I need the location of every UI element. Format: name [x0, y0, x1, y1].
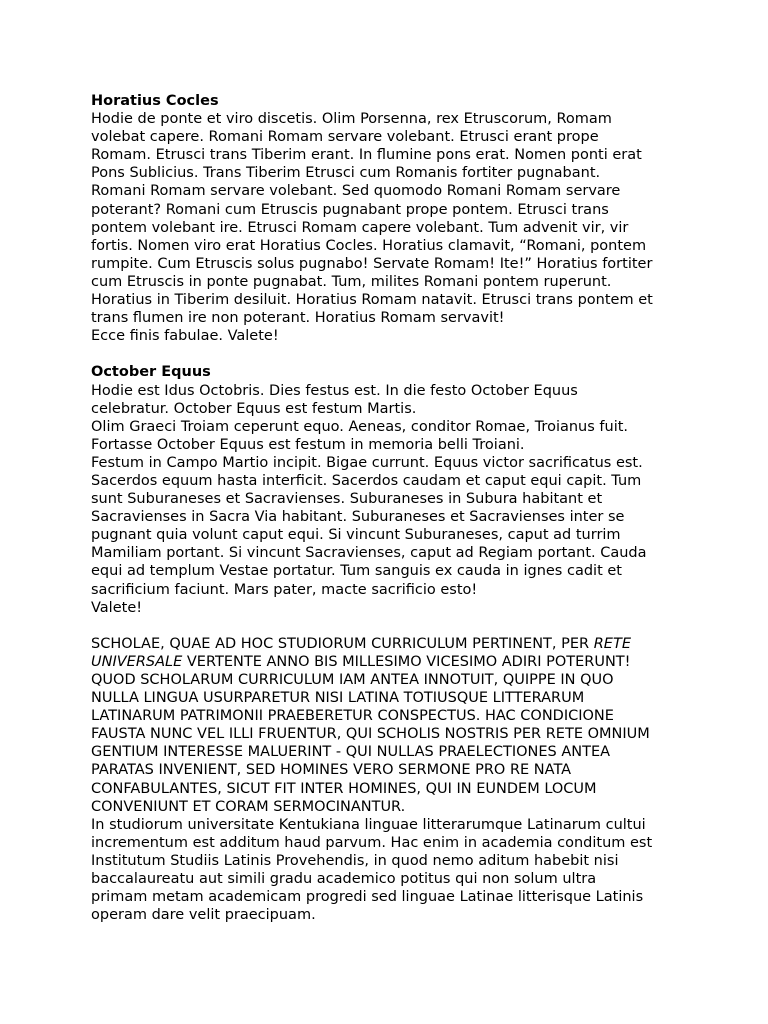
text-line: celebratur. October Equus est festum Martis.: [91, 400, 417, 417]
text-line: incrementum est additum haud parvum. Hac enim in academia conditum est: [91, 834, 653, 851]
text-line: volebat capere. Romani Romam servare volebant. Etrusci erant prope: [91, 129, 599, 146]
notice-line: CONFABULANTES, SICUT FIT INTER HOMINES, QUI IN EUNDEM LOCUM: [91, 780, 597, 797]
text-line: rumpite. Cum Etruscis solus pugnabo! Servate Romam! Ite!” Horatius fortiter: [91, 255, 653, 272]
text-line: Romani Romam servare volebant. Sed quomodo Romani Romam servare: [91, 183, 621, 200]
section-title: October Equus: [91, 364, 211, 381]
text-line: Mamiliam portant. Si vincunt Sacravienses, caput ad Regiam portant. Cauda: [91, 545, 647, 562]
text-line: Romam. Etrusci trans Tiberim erant. In flumine pons erat. Nomen ponti erat: [91, 147, 642, 164]
document-page: [91, 92, 691, 924]
notice-line: QUOD SCHOLARUM CURRICULUM IAM ANTEA INNOTUIT, QUIPPE IN QUO: [91, 672, 614, 688]
text-line: Pons Sublicius. Trans Tiberim Etrusci cum Romanis fortiter pugnabant.: [91, 165, 601, 182]
text-line: Hodie est Idus Octobris. Dies festus est. In die festo October Equus: [91, 382, 578, 399]
text-line: sacrificium faciunt. Mars pater, macte sacrificio esto!: [91, 581, 478, 598]
notice-line: [91, 653, 691, 671]
text-line: In studiorum universitate Kentukiana linguae litterarumque Latinarum cultui: [91, 816, 646, 833]
text-line: Festum in Campo Martio incipit. Bigae currunt. Equus victor sacrificatus est.: [91, 454, 643, 471]
notice-line: NULLA LINGUA USURPARETUR NISI LATINA TOTIUSQUE LITTERARUM: [91, 690, 585, 707]
notice-line: PARATAS INVENIENT, SED HOMINES VERO SERMONE PRO RE NATA: [91, 762, 572, 779]
notice-text: SCHOLAE, QUAE AD HOC STUDIORUM CURRICULUM PERTINENT, PER: [91, 635, 594, 652]
text-line: pontem volebant ire. Etrusci Romam capere volebant. Tum advenit vir, vir: [91, 219, 629, 236]
text-line: baccalaureatu aut simili gradu academico potitus qui non solum ultra: [91, 871, 597, 888]
text-line: Institutum Studiis Latinis Provehendis, in quod nemo aditum habebit nisi: [91, 852, 619, 869]
notice-line: [91, 635, 691, 653]
text-line: Sacerdos equum hasta interficit. Sacerdos caudam et caput equi capit. Tum: [91, 472, 642, 489]
text-line: Valete!: [91, 599, 143, 616]
notice-line: LATINARUM PATRIMONII PRAEBERETUR CONSPECTUS. HAC CONDICIONE: [91, 708, 614, 725]
notice-italic-text: RETE: [593, 635, 631, 652]
section-title: Horatius Cocles: [91, 93, 219, 109]
notice-italic-text: UNIVERSALE: [91, 653, 183, 670]
text-line: primam metam academicam progredi sed linguae Latinae litterisque Latinis: [91, 889, 644, 906]
text-line: Horatius in Tiberim desiluit. Horatius Romam natavit. Etrusci trans pontem et: [91, 292, 653, 309]
text-line: sunt Suburaneses et Sacravienses. Suburaneses in Subura habitant et: [91, 491, 603, 508]
text-line: Olim Graeci Troiam ceperunt equo. Aeneas, conditor Romae, Troianus fuit.: [91, 418, 629, 435]
notice-line: GENTIUM INTERESSE MALUERINT - QUI NULLAS PRAELECTIONES ANTEA: [91, 744, 611, 761]
notice-text: VERTENTE ANNO BIS MILLESIMO VICESIMO ADIRI POTERUNT!: [182, 653, 631, 670]
text-line: Ecce finis fabulae. Valete!: [91, 328, 279, 345]
text-line: equi ad templum Vestae portatur. Tum sanguis ex cauda in ignes cadit et: [91, 563, 622, 580]
text-line: Hodie de ponte et viro discetis. Olim Porsenna, rex Etruscorum, Romam: [91, 111, 612, 128]
text-line: cum Etruscis in ponte pugnabat. Tum, milites Romani pontem ruperunt.: [91, 273, 612, 290]
paragraph-spacer: [91, 617, 691, 635]
notice-line: CONVENIUNT ET CORAM SERMOCINANTUR.: [91, 798, 406, 815]
text-line: operam dare velit praecipuam.: [91, 907, 316, 924]
text-line: Fortasse October Equus est festum in memoria belli Troiani.: [91, 436, 525, 453]
paragraph-spacer: [91, 345, 691, 363]
text-line: poterant? Romani cum Etruscis pugnabant prope pontem. Etrusci trans: [91, 201, 609, 218]
text-line: trans flumen ire non poterant. Horatius Romam servavit!: [91, 310, 505, 327]
text-line: fortis. Nomen viro erat Horatius Cocles. Horatius clamavit, “Romani, pontem: [91, 237, 647, 254]
text-line: Sacravienses in Sacra Via habitant. Suburaneses et Sacravienses inter se: [91, 509, 625, 526]
text-line: pugnant quia volunt caput equi. Si vincunt Suburaneses, caput ad turrim: [91, 527, 621, 544]
notice-line: FAUSTA NUNC VEL ILLI FRUENTUR, QUI SCHOLIS NOSTRIS PER RETE OMNIUM: [91, 726, 650, 743]
